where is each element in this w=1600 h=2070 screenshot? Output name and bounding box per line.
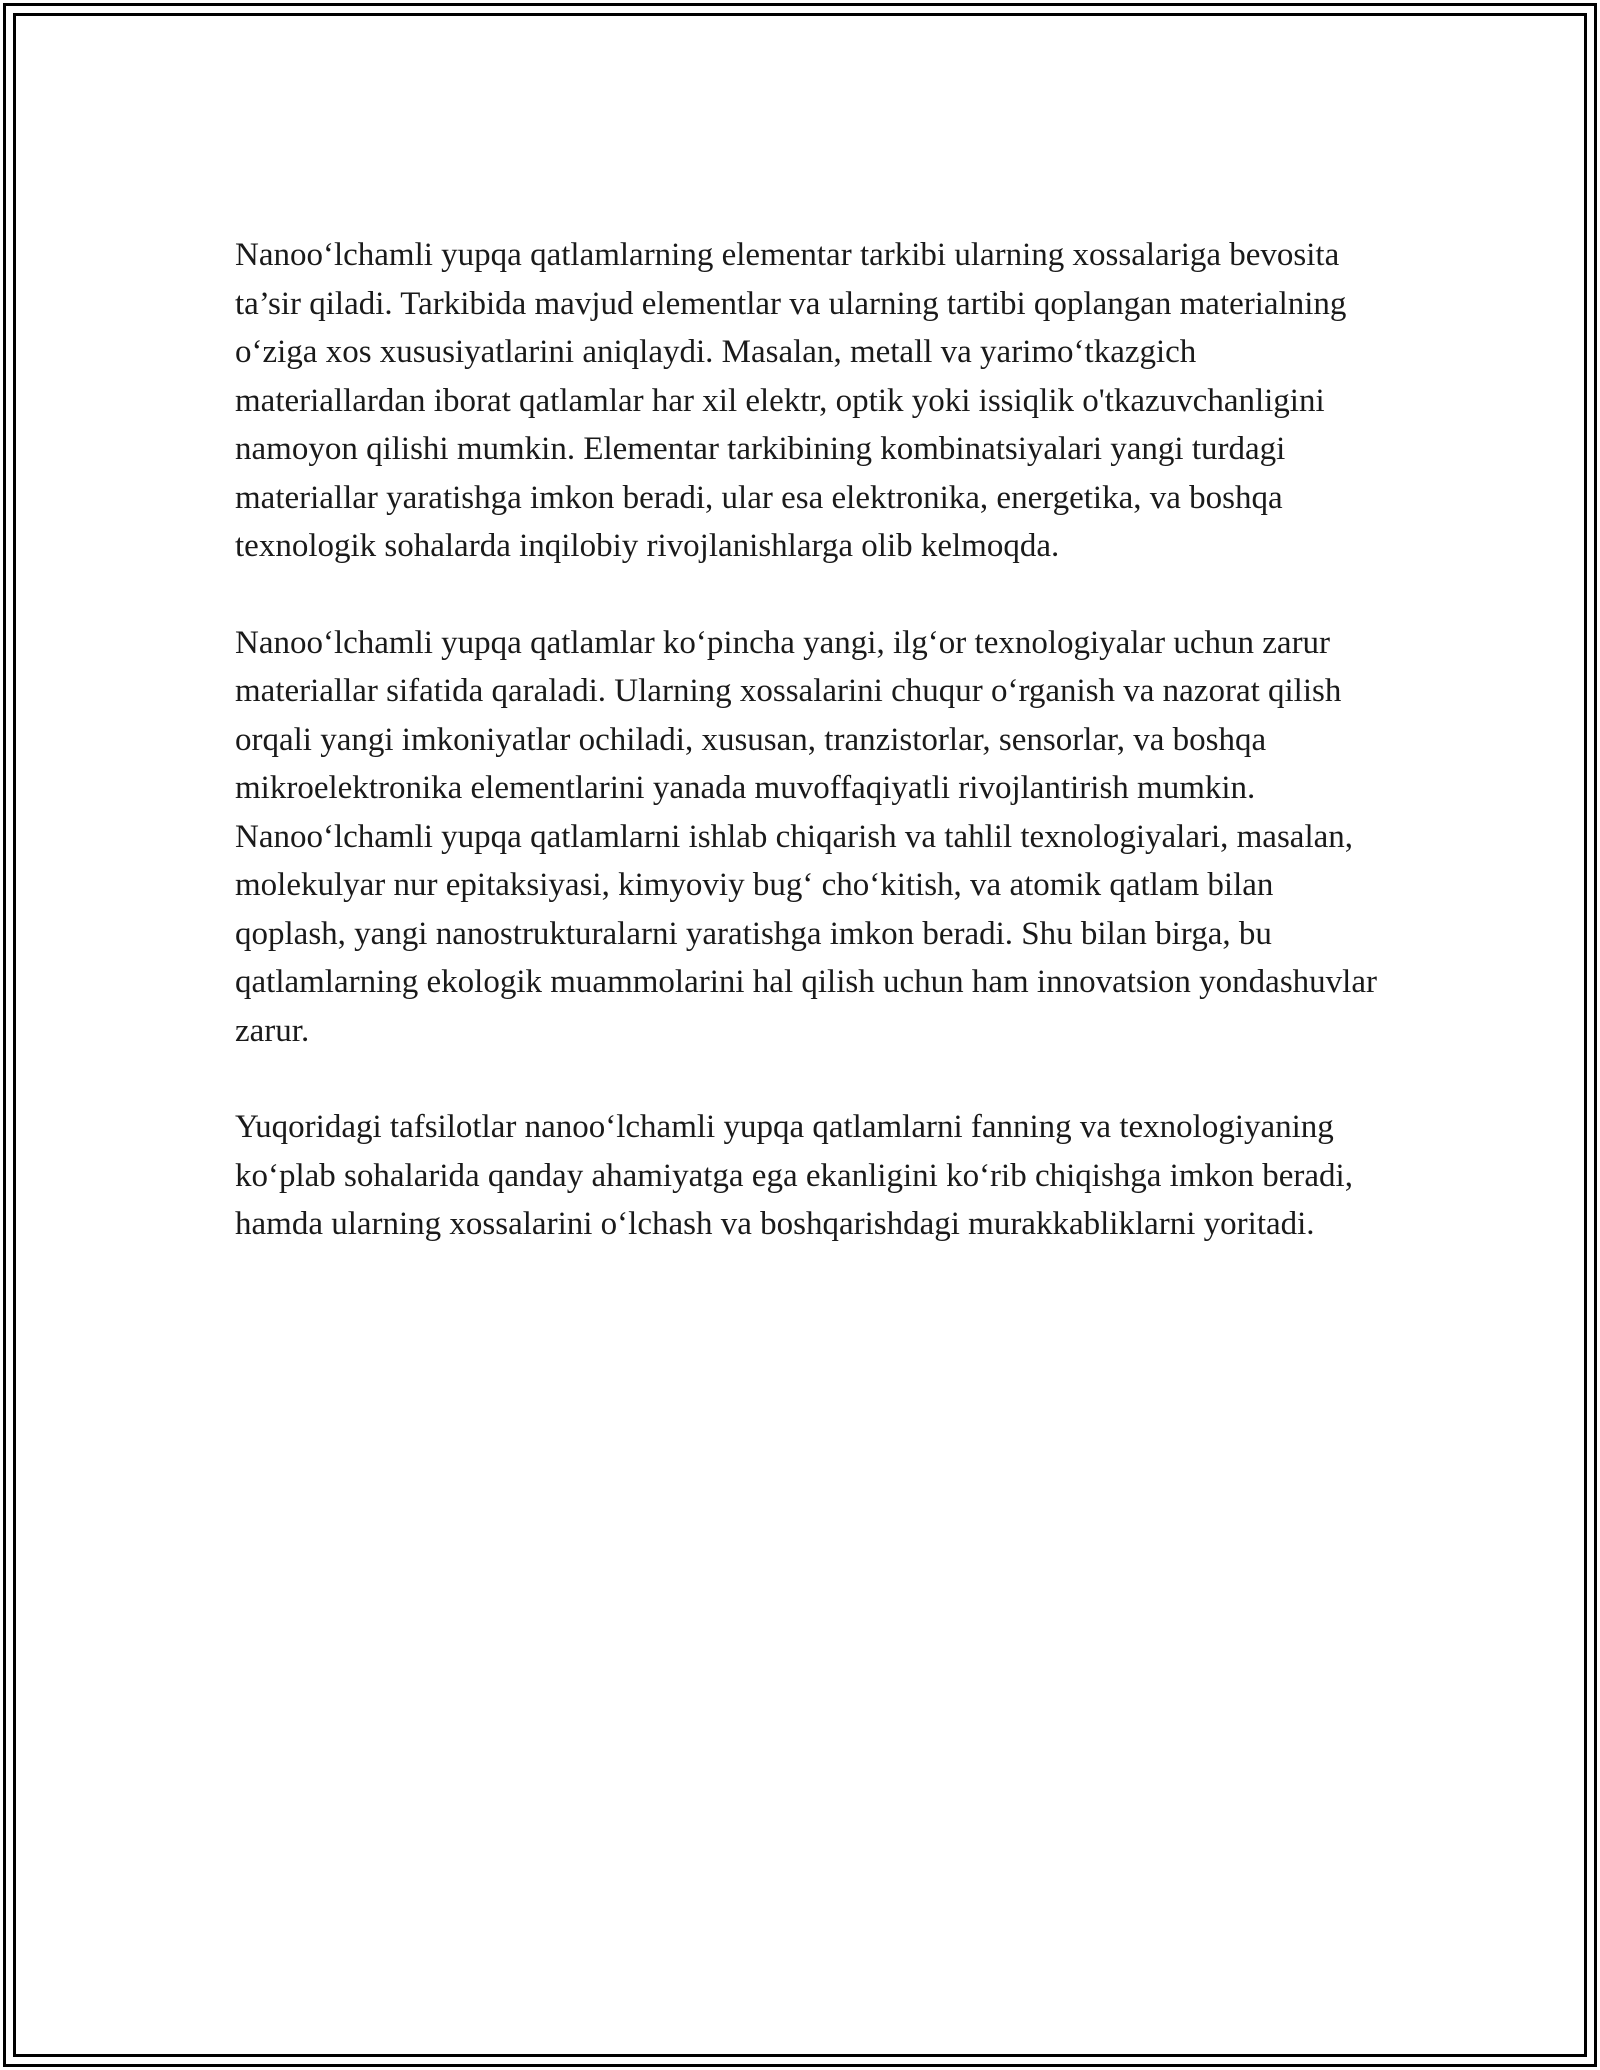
paragraph-2: Nanoo‘lchamli yupqa qatlamlar ko‘pincha yangi, ilg‘or texnologiyalar uchun zarur materiallar sifatida qaraladi. Ularning xossalarini chuqur o‘rganish va nazorat qilish orqali yangi imkoniyatlar ochiladi, xususan, tranzistorlar, sensorlar, va boshqa mikroelektronika elementlarini yanada muvoffaqiyatli rivojlantirish mumkin. Nanoo‘lchamli yupqa qatlamlarni ishlab chiqarish va tahlil texnologiyalari, masalan, molekulyar nur epitaksiyasi, kimyoviy bug‘ cho‘kitish, va atomik qatlam bilan qoplash, yangi nanostrukturalarni yaratishga imkon beradi. Shu bilan birga, bu qatlamlarning ekologik muammolarini hal qilish uchun ham innovatsion yondashuvlar zarur. xyxy=(235,624,1377,1049)
paragraph-1: Nanoo‘lchamli yupqa qatlamlarning elementar tarkibi ularning xossalariga bevosita ta’sir qiladi. Tarkibida mavjud elementlar va ularning tartibi qoplangan materialning o‘ziga xos xususiyatlarini aniqlaydi. Masalan, metall va yarimo‘tkazgich materiallardan iborat qatlamlar har xil elektr, optik yoki issiqlik o'tkazuvchanligini namoyon qilishi mumkin. Elementar tarkibining kombinatsiyalari yangi turdagi materiallar yaratishga imkon beradi, ular esa elektronika, energetika, va boshqa texnologik sohalarda inqilobiy rivojlanishlarga olib kelmoqda. xyxy=(235,237,1347,564)
document-body xyxy=(235,231,1385,1297)
paragraph-3: Yuqoridagi tafsilotlar nanoo‘lchamli yupqa qatlamlarni fanning va texnologiyaning ko‘plab sohalarida qanday ahamiyatga ega ekanligini ko‘rib chiqishga imkon beradi, hamda ularning xossalarini o‘lchash va boshqarishdagi murakkabliklarni yoritadi. xyxy=(235,1109,1353,1242)
